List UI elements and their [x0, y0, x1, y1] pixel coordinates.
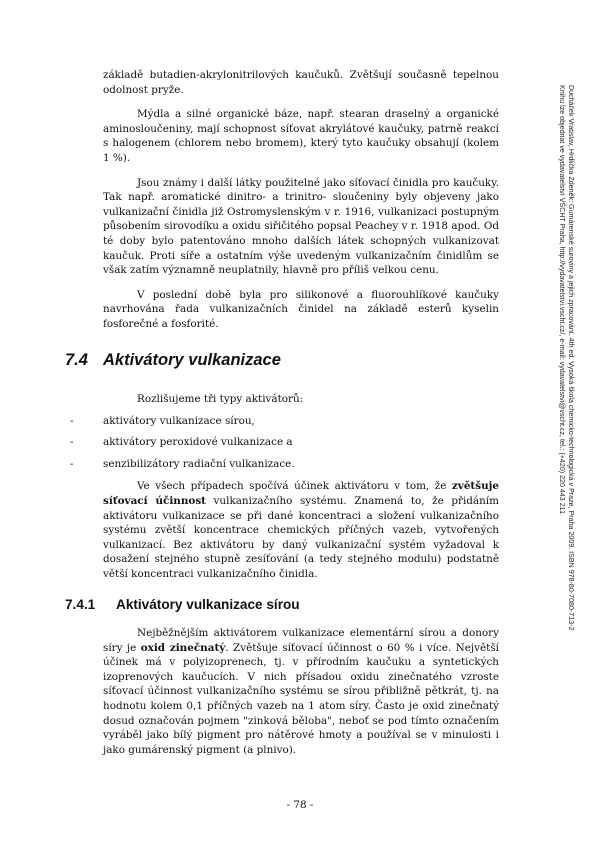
list-item-text: senzibilizátory radiační vulkanizace. — [103, 457, 295, 470]
citation-line-1: Ducháček Vratislav, Hrdlička Zdeněk: Gumárenské suroviny a jejich zpracování. 4th ed. Vysoká škola chemicko-technologická v Praze, Praha 2009. ISBN 978-80-7080-713-2 — [567, 85, 575, 631]
citation-line-2: Knihu lze objednat ve vydavatelství VŠCHT Praha, http://vydavatelstvi.vscht.cz/, e-mail: vydavatelstvi@vscht.cz, tel.: (+420) 220 443 211 — [558, 85, 566, 515]
text-run: Nejběžnějším aktivátorem vulkanizace elementární sírou a donory síry je — [103, 627, 499, 654]
section-title: Aktivátory vulkanizace — [103, 351, 281, 369]
paragraph: V poslední době byla pro silikonové a fluorouhlíkové kaučuky navrhována řada vulkanizačních činidel na základě esterů kyselin fosforečné a fosforité. — [103, 288, 499, 330]
paragraph: Mýdla a silné organické báze, např. stearan draselný a organické aminosloučeniny, mají schopnost síťovat akrylátové kaučuky, patrně reakcí s halogenem (chlorem nebo bromem), který tyto kaučuky obsahují (kolem 1 %). — [103, 108, 499, 164]
emphasis: zvětšuje síťovací účinnost — [103, 480, 499, 507]
subsection-text — [103, 626, 499, 767]
paragraph: Jsou známy i další látky použitelné jako síťovací činidla pro kaučuky. Tak např. aromatické dinitro- a trinitro- sloučeniny byly objeveny jako vulkanizační činidla již Ostromyslenským v r. 1916, vulkanizaci postupným působením sirovodíku a oxidu siřičitého popsal Peachey v r. 1918 apod. Od té doby bylo patentováno mnoho dalších látek schopných vulkanizovat kaučuk. Proti síře a ostatním výše uvedeným vulkanizačním činidlům se však zatím významně neuplatnily, hlavně pro příliš velkou cenu. — [103, 176, 499, 277]
margin-citation — [557, 85, 575, 685]
paragraph: základě butadien-akrylonitrilových kaučuků. Zvětšují současně tepelnou odolnost pryže. — [103, 69, 499, 96]
subsection-heading — [65, 597, 300, 612]
section-heading — [65, 351, 281, 370]
subsection-number: 7.4.1 — [65, 597, 96, 612]
emphasis: oxid zinečnatý — [140, 641, 226, 654]
paragraph — [103, 479, 499, 581]
text-run: . Zvětšuje síťovací účinnost o 60 % i více. Největší účinek má v polyizoprenech, tj. v přírodním kaučuku a syntetických izoprenových kaučucích. V nich přísadou oxidu zinečnatého vzroste síťovací účinnost vulkanizačního systému se sírou přibližně pětkrát, tj. na hodnotu kolem 0,1 příčných vazeb na 1 atom síry. Často je oxid zinečnatý dosud označován pojmem "zinková běloba", neboť se pod tímto označením vyráběl jako bílý pigment pro nátěrové hmoty a používal se v minulosti i jako gumárenský pigment (a plnivo). — [103, 641, 499, 756]
paragraph — [103, 626, 499, 757]
list-dash: - — [70, 457, 74, 470]
subsection-title: Aktivátory vulkanizace sírou — [116, 597, 300, 612]
list-item-text: aktivátory vulkanizace sírou, — [103, 414, 255, 427]
paragraph: Rozlišujeme tři typy aktivátorů: — [137, 393, 304, 405]
activator-list — [70, 414, 499, 472]
list-item — [70, 414, 499, 429]
list-dash: - — [70, 414, 74, 427]
page-number: - 78 - — [286, 799, 314, 811]
list-item — [70, 435, 499, 450]
list-dash: - — [70, 436, 74, 449]
intro-text — [103, 68, 499, 342]
text-run: Ve všech případech spočívá účinek aktivátoru v tom, že — [137, 480, 452, 493]
list-item-text: aktivátory peroxidové vulkanizace a — [103, 436, 293, 449]
section-number: 7.4 — [65, 351, 88, 369]
section-text — [70, 392, 499, 592]
list-item — [70, 457, 499, 472]
text-run: vulkanizačního systému. Znamená to, že přidáním aktivátoru vulkanizace se při dané koncentraci a složení vulkanizačního systému zvětší koncentrace chemických příčných vazeb, vytvořených vulkanizací. Bez aktivátoru by daný vulkanizační systém vyžadoval k dosažení stejného stupně zesíťování (a tedy stejného modulu) podstatně větší koncentraci vulkanizačního činidla. — [103, 494, 499, 580]
